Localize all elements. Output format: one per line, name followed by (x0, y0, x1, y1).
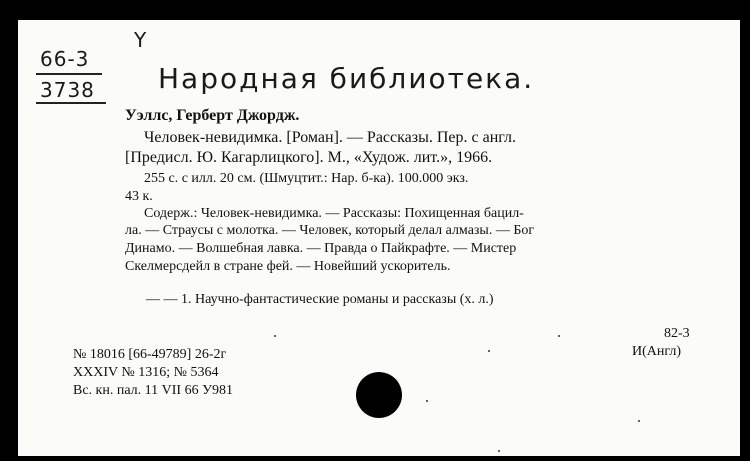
classification-code: 82-3 (664, 326, 690, 341)
speck (426, 400, 428, 402)
handwritten-call-number-bottom: 3738 (40, 78, 95, 102)
contents-line-1: Содерж.: Человек-невидимка. — Рассказы: Похищенная бацил- (144, 206, 524, 221)
speck (498, 450, 500, 452)
punch-hole (356, 372, 402, 418)
handwritten-check-mark: Y (134, 28, 147, 52)
contents-line-3: Динамо. — Волшебная лавка. — Правда о Пайкрафте. — Мистер (125, 241, 517, 256)
handwritten-call-number-top: 66-3 (40, 47, 90, 71)
contents-line-2: ла. — Страусы с молотка. — Человек, который делал алмазы. — Бог (125, 223, 535, 238)
call-number-underline (36, 102, 106, 104)
speck (558, 335, 560, 337)
contents-line-4: Скелмерсдейл в стране фей. — Новейший ускоритель. (125, 259, 451, 274)
author-heading: Уэллс, Герберт Джордж. (125, 107, 300, 124)
title-line: Человек-невидимка. [Роман]. — Рассказы. Пер. с англ. (144, 129, 516, 146)
call-number-divider (36, 73, 102, 75)
collation-line: 255 с. с илл. 20 см. (Шмуцтит.: Нар. б-ка). 100.000 экз. (144, 171, 469, 186)
footer-line-2: XXXIV № 1316; № 5364 (73, 365, 219, 380)
imprint-line: [Предисл. Ю. Кагарлицкого]. М., «Худож. лит.», 1966. (125, 149, 493, 166)
catalog-card (18, 20, 740, 456)
footer-line-1: № 18016 [66-49789] 26-2г (73, 347, 227, 362)
footer-line-3: Вс. кн. пал. 11 VII 66 У981 (73, 383, 233, 398)
handwritten-series-title: Народная библиотека. (158, 62, 535, 95)
speck (638, 420, 640, 422)
classification-sub: И(Англ) (632, 344, 682, 359)
subject-line: — — 1. Научно-фантастические романы и рассказы (х. л.) (146, 292, 494, 307)
speck (488, 350, 490, 352)
price-line: 43 к. (125, 189, 153, 204)
speck (274, 335, 276, 337)
